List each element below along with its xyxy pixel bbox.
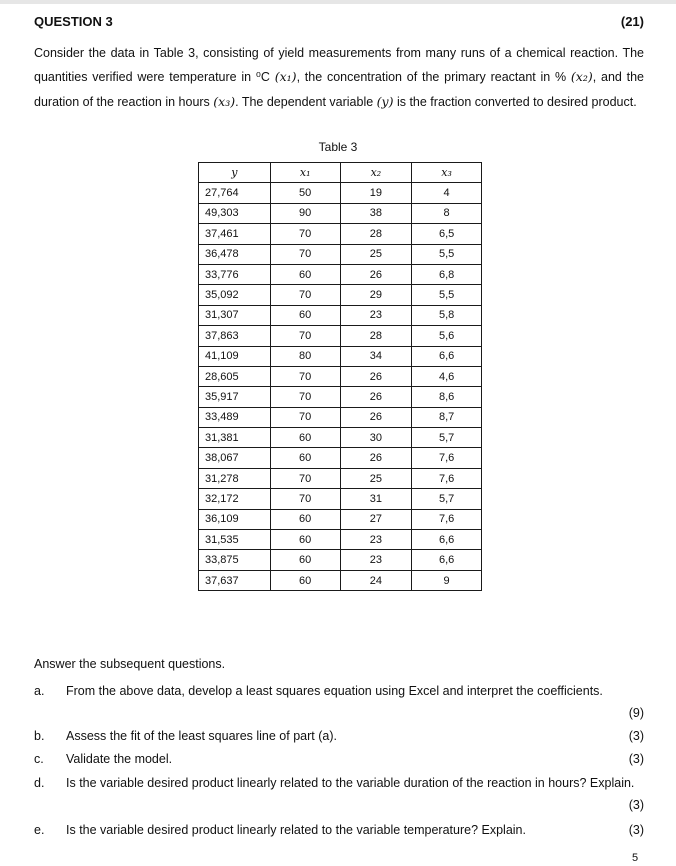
table-cell: 60 [270,428,340,448]
table-cell: 7,6 [412,509,482,529]
variable-x3: (x₃) [213,93,236,109]
table-row [199,407,482,427]
table-cell: 5,5 [412,285,482,305]
table-cell: 35,917 [199,387,271,407]
sub-question-letter: e. [34,823,45,837]
table-cell: 31,307 [199,305,271,325]
table-caption: Table 3 [318,140,358,154]
table-cell: 70 [270,244,340,264]
table-cell: 37,863 [199,326,271,346]
column-header-y: y [199,163,271,183]
table-cell: 37,461 [199,224,271,244]
table-cell: 36,109 [199,509,271,529]
table-cell: 7,6 [412,448,482,468]
table-cell: 34 [340,346,412,366]
table-cell: 35,092 [199,285,271,305]
variable-x2: (x₂) [570,69,593,85]
table-cell: 7,6 [412,468,482,488]
table-cell: 6,6 [412,346,482,366]
table-row [199,509,482,529]
table-row [199,264,482,284]
variable-y: (y) [376,93,394,109]
table-cell: 26 [340,407,412,427]
table-cell: 41,109 [199,346,271,366]
intro-text-3: , and the duration of the reaction in hours [34,70,645,109]
sub-question-marks: (3) [628,752,644,766]
sub-question-letter: d. [34,776,45,790]
table-cell: 24 [340,570,412,590]
table-cell: 8 [412,203,482,223]
intro-text-4: . The dependent variable [235,94,377,109]
table-cell: 70 [270,285,340,305]
sub-question-marks: (3) [628,823,644,837]
intro-text-1: Consider the data in Table 3, consisting of yield measurements from many runs of a chemical reaction. The quantities verified were temperature in [34,46,644,85]
table-cell: 70 [270,224,340,244]
column-header-x1: x₁ [270,163,340,183]
table-cell: 26 [340,387,412,407]
intro-text-2: , the concentration of the primary reactant in % [296,70,571,85]
table-cell: 26 [340,366,412,386]
table-cell: 31,278 [199,468,271,488]
table-row [199,285,482,305]
column-header-x2: x₂ [340,163,412,183]
table-row [199,570,482,590]
table-cell: 19 [340,183,412,203]
table-cell: 26 [340,264,412,284]
table-cell: 28,605 [199,366,271,386]
table-row [199,387,482,407]
sub-question-a [34,680,644,724]
table-cell: 31 [340,489,412,509]
column-header-x3: x₃ [412,163,482,183]
table-cell: 70 [270,326,340,346]
table-cell: 60 [270,448,340,468]
intro-text-5: is the fraction converted to desired product. [393,94,637,109]
table-cell: 38 [340,203,412,223]
table-cell: 60 [270,530,340,550]
table-cell: 6,5 [412,224,482,244]
table-cell: 38,067 [199,448,271,468]
sub-question-text: Is the variable desired product linearly related to the variable temperature? Explain. [66,823,526,837]
table-cell: 27,764 [199,183,271,203]
table-row [199,489,482,509]
temperature-unit: ⁰C [255,70,270,85]
sub-question-c [34,748,644,770]
table-cell: 33,875 [199,550,271,570]
sub-question-marks: (9) [628,706,644,720]
sub-question-b [34,725,644,747]
table-cell: 90 [270,203,340,223]
sub-question-marks: (3) [628,729,644,743]
table-cell: 50 [270,183,340,203]
table-row [199,305,482,325]
table-row [199,203,482,223]
answer-instructions: Answer the subsequent questions. [34,657,226,671]
table-cell: 5,7 [412,489,482,509]
table-cell: 5,6 [412,326,482,346]
table-cell: 70 [270,489,340,509]
table-cell: 60 [270,264,340,284]
page-top-border [0,0,676,4]
table-row [199,326,482,346]
table-cell: 32,172 [199,489,271,509]
table-cell: 26 [340,448,412,468]
table-cell: 29 [340,285,412,305]
sub-question-letter: b. [34,729,45,743]
table-cell: 5,7 [412,428,482,448]
question-intro-paragraph [34,42,644,114]
table-body [199,183,482,591]
table-cell: 70 [270,387,340,407]
table-cell: 8,6 [412,387,482,407]
table-row [199,468,482,488]
table-cell: 28 [340,326,412,346]
table-row [199,366,482,386]
question-header [34,14,644,34]
table-cell: 25 [340,244,412,264]
table-cell: 33,776 [199,264,271,284]
data-table [198,162,482,591]
table-cell: 6,8 [412,264,482,284]
table-cell: 25 [340,468,412,488]
table-cell: 60 [270,509,340,529]
table-cell: 60 [270,570,340,590]
table-cell: 23 [340,550,412,570]
sub-question-text: From the above data, develop a least squares equation using Excel and interpret the coefficients. [66,684,603,698]
table-cell: 9 [412,570,482,590]
table-cell: 70 [270,468,340,488]
table-row [199,448,482,468]
table-cell: 23 [340,305,412,325]
sub-question-text: Validate the model. [66,752,173,766]
table-cell: 5,5 [412,244,482,264]
table-row [199,550,482,570]
table-cell: 70 [270,407,340,427]
table-cell: 8,7 [412,407,482,427]
table-cell: 37,637 [199,570,271,590]
table-cell: 60 [270,305,340,325]
table-row [199,346,482,366]
sub-question-letter: c. [34,752,44,766]
question-title: QUESTION 3 [34,14,113,29]
table-cell: 80 [270,346,340,366]
table-cell: 60 [270,550,340,570]
table-cell: 70 [270,366,340,386]
table-cell: 31,381 [199,428,271,448]
table-cell: 49,303 [199,203,271,223]
sub-question-d [34,772,644,816]
sub-question-letter: a. [34,684,45,698]
table-header-row [199,163,482,183]
table-row [199,428,482,448]
table-cell: 4 [412,183,482,203]
question-total-marks: (21) [620,14,644,29]
sub-question-marks: (3) [628,798,644,812]
table-cell: 5,8 [412,305,482,325]
page-number: 5 [632,852,639,864]
table-cell: 4,6 [412,366,482,386]
table-row [199,183,482,203]
table-cell: 28 [340,224,412,244]
sub-question-text: Is the variable desired product linearly related to the variable duration of the reaction in hours? Explain. [66,776,635,790]
table-cell: 36,478 [199,244,271,264]
table-row [199,530,482,550]
table-cell: 6,6 [412,550,482,570]
table-cell: 31,535 [199,530,271,550]
table-cell: 27 [340,509,412,529]
table-row [199,244,482,264]
table-cell: 30 [340,428,412,448]
table-cell: 6,6 [412,530,482,550]
table-cell: 33,489 [199,407,271,427]
sub-question-e [34,819,644,841]
sub-question-text: Assess the fit of the least squares line of part (a). [66,729,337,743]
table-row [199,224,482,244]
table-cell: 23 [340,530,412,550]
variable-x1: (x₁) [274,69,297,85]
